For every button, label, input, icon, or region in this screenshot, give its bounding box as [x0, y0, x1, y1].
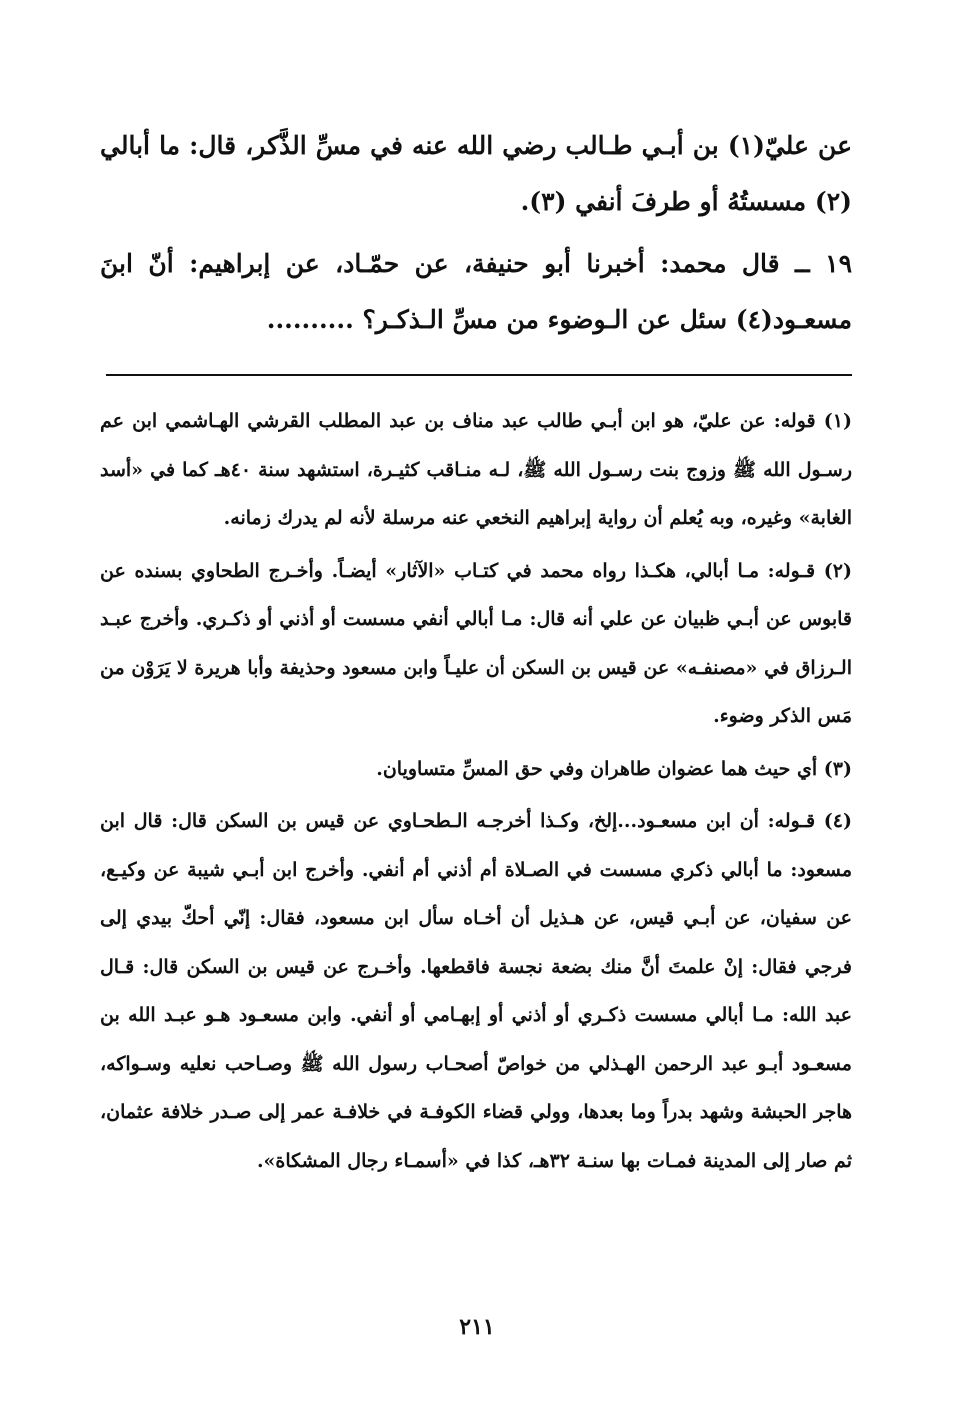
main-text: [100, 118, 852, 348]
footnote-separator: [106, 374, 852, 376]
footnote-1: (١) قوله: عن عليّ، هو ابن أبـي طالب عبد مناف بن عبد المطلب القرشي الهـاشمي ابن عم رسـول الله ﷺ وزوج بنت رسـول الله ﷺ، لـه منـاقب كثيـرة، استشهد سنة ٤٠هـ كما في «أسد الغابة» وغيره، وبه يُعلم أن رواية إبراهيم النخعي عنه مرسلة لأنه لم يدرك زمانه.: [100, 410, 852, 529]
page-number: ٢١١: [459, 1314, 495, 1340]
main-paragraph-2: ١٩ ــ قال محمد: أخبرنا أبو حنيفة، عن حمّـاد، عن إبراهيم: أنّ ابنَ مسعـود(٤) سئل عن الـوضوء من مسِّ الـذكـر؟ ..........: [100, 249, 852, 334]
footnote-3: (٣) أي حيث هما عضوان طاهران وفي حق المسِّ متساويان.: [376, 757, 852, 780]
footnote-4: (٤) قـوله: أن ابن مسعـود...إلخ، وكـذا أخرجـه الـطحـاوي عن قيس بن السكن قال: قال ابن مسعود: ما أبالي ذكري مسست في الصـلاة أم أذني أم أنفي. وأخرج ابن أبـي شيبة عن وكيـع، عن سفيان، عن أبـي قيس، عن هـذيل أن أخـاه سأل ابن مسعود، فقال: إنّي أحكّ بيدي إلى فرجي فقال: إنْ علمتَ أنَّ منك بضعة نجسة فاقطعها. وأخـرج عن قيس بن السكن قال: قـال عبد الله: مـا أبالي مسست ذكـري أو أذني أو إبهـامي أو أنفي. وابن مسعـود هـو عبـد الله بن مسعـود أبـو عبد الرحمن الهـذلي من خواصّ أصحـاب رسول الله ﷺ وصـاحب نعليه وسـواكه، هاجر الحبشة وشهد بدراً وما بعدها، وولي قضاء الكوفـة في خلافـة عمر إلى صـدر خلافة عثمان، ثم صار إلى المدينة فمـات بها سنـة ٣٢هـ، كذا في «أسمـاء رجال المشكاة».: [100, 810, 852, 1172]
footnotes: [100, 397, 852, 1185]
footnote-2: (٢) قـوله: مـا أبالي، هكـذا رواه محمد في كتـاب «الآثار» أيضـاً. وأخـرج الطحاوي بسنده عن قابوس عن أبـي ظبيان عن علي أنه قال: مـا أبالي أنفي مسست أو أذني أو ذكـري. وأخرج عبـد الـرزاق في «مصنفـه» عن قيس بن السكن أن عليـاً وابن مسعود وحذيفة وأبا هريرة لا يَرَوْن من مَس الذكر وضوء.: [100, 559, 852, 727]
main-paragraph-1: عن عليّ(١) بن أبـي طـالب رضي الله عنه في مسِّ الذَّكر، قال: ما أبالي (٢) مسستُهُ أو طرفَ أنفي (٣).: [100, 131, 852, 216]
